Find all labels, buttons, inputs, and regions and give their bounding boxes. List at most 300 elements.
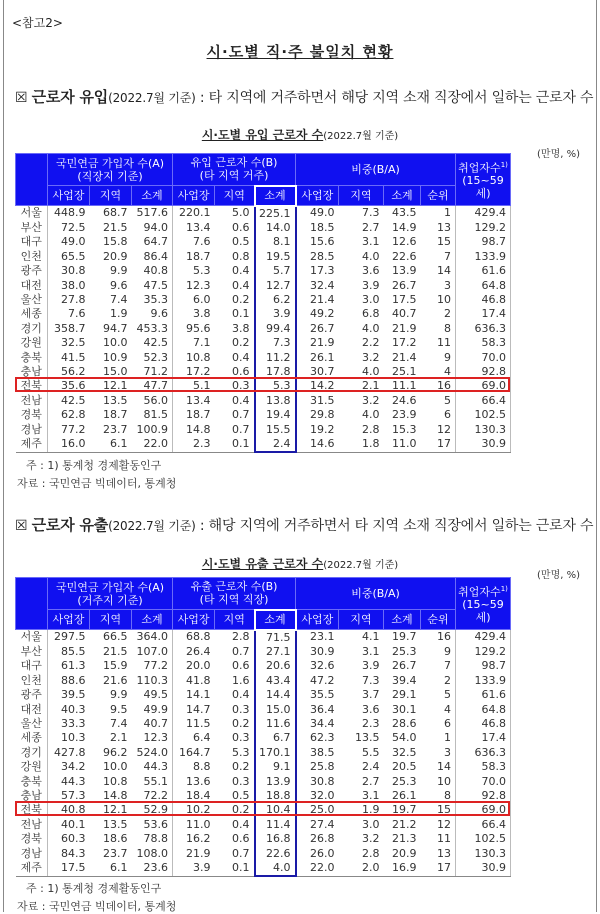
- value-cell: 6.0: [193, 292, 211, 306]
- value-cell: 11: [421, 336, 456, 350]
- value-cell: 15.0: [255, 703, 296, 717]
- value-cell: 32.4: [310, 278, 335, 292]
- value-cell: 358.7: [54, 321, 86, 335]
- table-row: [16, 235, 511, 249]
- value-cell: 30.8: [310, 774, 335, 788]
- value-cell: 220.1: [179, 206, 211, 220]
- value-cell: 0.2: [232, 336, 250, 350]
- region-cell: 경북: [16, 408, 48, 422]
- value-cell: 32.5: [61, 336, 86, 350]
- value-cell: 15.0: [103, 364, 128, 378]
- value-cell: 14: [421, 760, 456, 774]
- value-cell: 0.6: [232, 364, 250, 378]
- value-cell: 2: [421, 674, 456, 688]
- value-cell: 40.8: [132, 264, 173, 278]
- value-cell: 14.1: [186, 688, 211, 702]
- subheader: 사업장: [48, 610, 90, 630]
- value-cell: 133.9: [456, 674, 511, 688]
- value-cell: 46.8: [456, 717, 511, 731]
- region-cell: 대구: [16, 235, 48, 249]
- value-cell: 43.5: [392, 206, 417, 220]
- value-cell: 11: [421, 832, 456, 846]
- value-cell: 96.2: [103, 745, 128, 759]
- subheader: 소계: [132, 186, 173, 206]
- value-cell: 22.6: [255, 847, 296, 861]
- value-cell: 40.7: [132, 717, 173, 731]
- value-cell: 23.9: [392, 408, 417, 422]
- value-cell: 42.5: [61, 393, 86, 407]
- value-cell: 8: [421, 789, 456, 803]
- value-cell: 20.6: [255, 659, 296, 673]
- value-cell: 26.7: [392, 659, 417, 673]
- value-cell: 3.9: [173, 861, 215, 876]
- footnote-marker: 1): [500, 584, 508, 593]
- value-cell: 44.3: [132, 760, 173, 774]
- value-cell: 0.4: [232, 350, 250, 364]
- value-cell: 21.4: [392, 350, 417, 364]
- value-cell: 21.9: [310, 336, 335, 350]
- value-cell: 21.6: [103, 673, 128, 687]
- table-title-date: (2022.7월 기준): [323, 131, 399, 142]
- region-cell: 세종: [16, 307, 48, 321]
- value-cell: 164.7: [179, 745, 211, 759]
- value-cell: 33.3: [61, 716, 86, 730]
- header-employed-age: (15~59세): [462, 598, 504, 625]
- value-cell: 427.8: [54, 745, 86, 759]
- value-cell: 13.6: [186, 774, 211, 788]
- value-cell: 7.4: [110, 716, 128, 730]
- value-cell: 364.0: [132, 630, 173, 645]
- value-cell: 30.9: [456, 861, 511, 876]
- value-cell: 13: [421, 221, 456, 235]
- header-employed-label: 취업자수: [458, 161, 501, 175]
- value-cell: 14.9: [392, 220, 417, 234]
- table-row: [16, 847, 511, 861]
- value-cell: 129.2: [456, 645, 511, 659]
- value-cell: 13.9: [255, 775, 296, 789]
- value-cell: 15.8: [103, 235, 128, 249]
- region-cell: 경기: [16, 746, 48, 760]
- value-cell: 5.3: [255, 379, 296, 393]
- value-cell: 8.1: [255, 235, 296, 249]
- value-cell: 15.3: [392, 422, 417, 436]
- value-cell: 3.1: [362, 788, 380, 802]
- subheader: 지역: [215, 186, 255, 206]
- value-cell: 14.6: [296, 437, 339, 452]
- value-cell: 13.8: [255, 394, 296, 408]
- table-row: [16, 659, 511, 673]
- value-cell: 34.2: [61, 760, 86, 774]
- value-cell: 39.4: [392, 673, 417, 687]
- table-row: [16, 221, 511, 235]
- value-cell: 19.7: [392, 630, 417, 644]
- value-cell: 18.7: [186, 408, 211, 422]
- value-cell: 2.4: [362, 760, 380, 774]
- value-cell: 2.7: [362, 220, 380, 234]
- value-cell: 453.3: [132, 322, 173, 336]
- value-cell: 7.6: [193, 235, 211, 249]
- value-cell: 18.8: [255, 789, 296, 803]
- table-row: [16, 394, 511, 408]
- value-cell: 2.1: [110, 731, 128, 745]
- value-cell: 3.1: [362, 235, 380, 249]
- region-cell: 울산: [16, 293, 48, 307]
- value-cell: 68.8: [186, 630, 211, 644]
- section-heading-date: (2022.7월 기준): [108, 519, 196, 533]
- table-title-text: 시·도별 유출 근로자 수: [201, 557, 324, 571]
- data-table-wrapper: [15, 153, 510, 453]
- value-cell: 2.4: [255, 437, 296, 452]
- section-heading-date: (2022.7월 기준): [108, 91, 196, 105]
- value-cell: 11.0: [186, 817, 211, 831]
- value-cell: 71.5: [255, 630, 296, 645]
- value-cell: 4: [421, 365, 456, 379]
- value-cell: 8.8: [193, 760, 211, 774]
- region-cell: 대전: [16, 703, 48, 717]
- checkbox-mark-icon: ☒: [15, 518, 28, 534]
- value-cell: 56.2: [61, 364, 86, 378]
- value-cell: 15.5: [255, 423, 296, 437]
- value-cell: 10.8: [186, 350, 211, 364]
- value-cell: 7.3: [362, 673, 380, 687]
- value-cell: 28.6: [392, 716, 417, 730]
- value-cell: 0.7: [232, 846, 250, 860]
- value-cell: 1: [421, 731, 456, 745]
- value-cell: 21.2: [392, 817, 417, 831]
- value-cell: 129.2: [456, 221, 511, 235]
- checkbox-mark-icon: ☒: [15, 90, 28, 106]
- value-cell: 20.9: [103, 249, 128, 263]
- value-cell: 6.8: [362, 307, 380, 321]
- value-cell: 66.4: [456, 818, 511, 832]
- value-cell: 17.2: [392, 336, 417, 350]
- table-title: [0, 555, 600, 572]
- subheader: 사업장: [296, 186, 339, 206]
- header-a: [48, 578, 173, 610]
- value-cell: 3: [421, 746, 456, 760]
- header-b-line1: 유출 근로자 수(B): [190, 580, 278, 594]
- value-cell: 3.9: [362, 278, 380, 292]
- value-cell: 88.6: [61, 673, 86, 687]
- value-cell: 25.3: [392, 644, 417, 658]
- header-region: [16, 154, 48, 206]
- value-cell: 0.4: [232, 393, 250, 407]
- value-cell: 0.3: [232, 774, 250, 788]
- value-cell: 77.2: [61, 422, 86, 436]
- region-cell: 세종: [16, 731, 48, 745]
- value-cell: 64.8: [456, 279, 511, 293]
- value-cell: 14: [421, 264, 456, 278]
- value-cell: 40.3: [61, 702, 86, 716]
- header-a: [48, 154, 173, 186]
- value-cell: 429.4: [456, 206, 511, 221]
- value-cell: 9.9: [110, 264, 128, 278]
- value-cell: 92.8: [456, 789, 511, 803]
- value-cell: 0.5: [232, 235, 250, 249]
- value-cell: 26.8: [310, 832, 335, 846]
- value-cell: 429.4: [456, 630, 511, 645]
- value-cell: 2.8: [232, 630, 250, 644]
- value-cell: 9.6: [110, 278, 128, 292]
- subheader: 지역: [339, 186, 384, 206]
- value-cell: 84.3: [61, 846, 86, 860]
- source-note: 자료 : 국민연금 빅데이터, 통계청: [17, 477, 177, 490]
- value-cell: 24.6: [392, 393, 417, 407]
- value-cell: 12.1: [103, 379, 128, 393]
- value-cell: 29.8: [310, 408, 335, 422]
- value-cell: 5.3: [193, 264, 211, 278]
- value-cell: 17.8: [255, 365, 296, 379]
- table-row: [16, 861, 511, 876]
- value-cell: 12.7: [255, 279, 296, 293]
- region-cell: 전북: [16, 803, 48, 817]
- subheader: 소계: [384, 186, 421, 206]
- table-row: [16, 264, 511, 278]
- value-cell: 16: [421, 379, 456, 393]
- subheader: 사업장: [296, 610, 339, 630]
- value-cell: 3.9: [362, 659, 380, 673]
- value-cell: 40.1: [61, 817, 86, 831]
- subheader: 소계: [384, 610, 421, 630]
- value-cell: 98.7: [456, 235, 511, 249]
- value-cell: 35.3: [132, 293, 173, 307]
- value-cell: 2.3: [362, 716, 380, 730]
- header-employed: [456, 154, 511, 206]
- region-cell: 대전: [16, 279, 48, 293]
- value-cell: 53.6: [132, 818, 173, 832]
- value-cell: 3.9: [255, 307, 296, 321]
- value-cell: 32.6: [310, 659, 335, 673]
- value-cell: 19.4: [255, 408, 296, 422]
- value-cell: 23.7: [103, 422, 128, 436]
- value-cell: 32.5: [392, 745, 417, 759]
- header-a-line1: 국민연금 가입자 수(A): [55, 156, 165, 170]
- value-cell: 72.5: [61, 220, 86, 234]
- subheader: 순위: [421, 186, 456, 206]
- table-row: [16, 789, 511, 803]
- value-cell: 10.2: [186, 803, 211, 817]
- value-cell: 6.1: [90, 861, 132, 876]
- value-cell: 10.3: [61, 731, 86, 745]
- value-cell: 0.3: [232, 702, 250, 716]
- value-cell: 20.9: [392, 846, 417, 860]
- value-cell: 5.5: [362, 745, 380, 759]
- header-employed-label: 취업자수: [458, 585, 501, 599]
- value-cell: 13.5: [103, 817, 128, 831]
- value-cell: 15: [421, 235, 456, 249]
- value-cell: 22.6: [392, 249, 417, 263]
- value-cell: 3: [421, 279, 456, 293]
- table-row: [16, 703, 511, 717]
- value-cell: 61.6: [456, 688, 511, 702]
- value-cell: 12.6: [392, 235, 417, 249]
- value-cell: 12.3: [186, 278, 211, 292]
- value-cell: 5.3: [232, 745, 250, 759]
- section-heading: [15, 514, 593, 535]
- value-cell: 69.0: [456, 379, 511, 393]
- value-cell: 15.9: [103, 659, 128, 673]
- table-row: [16, 832, 511, 846]
- value-cell: 85.5: [61, 644, 86, 658]
- region-cell: 강원: [16, 336, 48, 350]
- region-cell: 광주: [16, 688, 48, 702]
- value-cell: 15: [421, 803, 456, 817]
- value-cell: 10.8: [103, 774, 128, 788]
- value-cell: 0.1: [215, 437, 255, 452]
- region-cell: 광주: [16, 264, 48, 278]
- value-cell: 8: [421, 322, 456, 336]
- value-cell: 11.5: [186, 716, 211, 730]
- value-cell: 21.4: [310, 292, 335, 306]
- value-cell: 52.9: [132, 803, 173, 817]
- table-row: [16, 674, 511, 688]
- value-cell: 25.1: [392, 364, 417, 378]
- value-cell: 47.2: [310, 673, 335, 687]
- value-cell: 5.1: [193, 379, 211, 393]
- value-cell: 65.5: [61, 249, 86, 263]
- value-cell: 57.3: [61, 788, 86, 802]
- value-cell: 130.3: [456, 847, 511, 861]
- table-row: [16, 775, 511, 789]
- region-cell: 충남: [16, 365, 48, 379]
- table-title-date: (2022.7월 기준): [323, 560, 399, 571]
- footnote-marker: 1): [500, 160, 508, 169]
- value-cell: 10.0: [103, 336, 128, 350]
- region-cell: 충북: [16, 775, 48, 789]
- value-cell: 99.4: [255, 322, 296, 336]
- value-cell: 27.8: [61, 292, 86, 306]
- value-cell: 30.1: [392, 702, 417, 716]
- value-cell: 16.9: [384, 861, 421, 876]
- value-cell: 17.3: [310, 264, 335, 278]
- value-cell: 42.5: [132, 336, 173, 350]
- value-cell: 49.2: [310, 307, 335, 321]
- table-title-text: 시·도별 유입 근로자 수: [201, 128, 324, 142]
- value-cell: 26.7: [310, 321, 335, 335]
- value-cell: 70.0: [456, 775, 511, 789]
- value-cell: 1.6: [232, 673, 250, 687]
- header-a-line2: (거주지 기준): [77, 593, 143, 607]
- value-cell: 636.3: [456, 322, 511, 336]
- page-title: [0, 41, 600, 62]
- header-region: [16, 578, 48, 630]
- value-cell: 43.4: [255, 674, 296, 688]
- section-heading: [15, 86, 593, 107]
- value-cell: 3.6: [362, 264, 380, 278]
- table-row: [16, 250, 511, 264]
- value-cell: 17.5: [392, 292, 417, 306]
- table-title: [0, 126, 600, 143]
- value-cell: 0.1: [232, 307, 250, 321]
- value-cell: 62.8: [61, 408, 86, 422]
- value-cell: 55.1: [132, 775, 173, 789]
- value-cell: 72.2: [132, 789, 173, 803]
- value-cell: 32.0: [310, 788, 335, 802]
- value-cell: 3.2: [362, 832, 380, 846]
- value-cell: 1.9: [110, 307, 128, 321]
- table-row: [16, 760, 511, 774]
- value-cell: 636.3: [456, 746, 511, 760]
- table-row: [16, 322, 511, 336]
- header-b-line2: (타 지역 직장): [199, 593, 269, 607]
- value-cell: 16.0: [48, 437, 90, 452]
- value-cell: 0.6: [232, 659, 250, 673]
- value-cell: 68.7: [103, 206, 128, 220]
- value-cell: 98.7: [456, 659, 511, 673]
- subheader: 소계: [255, 610, 296, 630]
- subheader: 지역: [339, 610, 384, 630]
- value-cell: 21.9: [186, 846, 211, 860]
- table-row: [16, 408, 511, 422]
- value-cell: 7: [421, 659, 456, 673]
- region-cell: 대구: [16, 659, 48, 673]
- value-cell: 13.4: [186, 393, 211, 407]
- value-cell: 11.4: [255, 818, 296, 832]
- value-cell: 30.9: [310, 644, 335, 658]
- value-cell: 4.1: [362, 630, 380, 644]
- value-cell: 1.8: [339, 437, 384, 452]
- value-cell: 66.5: [103, 630, 128, 644]
- value-cell: 0.4: [232, 278, 250, 292]
- value-cell: 9.5: [110, 702, 128, 716]
- value-cell: 0.3: [232, 379, 250, 393]
- value-cell: 19.5: [255, 250, 296, 264]
- value-cell: 0.7: [232, 644, 250, 658]
- value-cell: 60.3: [61, 832, 86, 846]
- table-row: [16, 293, 511, 307]
- value-cell: 13.5: [103, 393, 128, 407]
- subheader: 사업장: [173, 610, 215, 630]
- value-cell: 4: [421, 703, 456, 717]
- value-cell: 0.4: [232, 688, 250, 702]
- value-cell: 30.7: [310, 364, 335, 378]
- value-cell: 49.0: [310, 206, 335, 220]
- header-b: [173, 578, 296, 610]
- value-cell: 13.4: [186, 220, 211, 234]
- value-cell: 2: [421, 307, 456, 321]
- value-cell: 5.0: [232, 206, 250, 220]
- subheader: 사업장: [173, 186, 215, 206]
- value-cell: 3.2: [362, 350, 380, 364]
- value-cell: 41.8: [186, 673, 211, 687]
- value-cell: 17.4: [456, 307, 511, 321]
- value-cell: 0.8: [232, 249, 250, 263]
- value-cell: 6.1: [90, 437, 132, 452]
- table-row: [16, 206, 511, 221]
- value-cell: 78.8: [132, 832, 173, 846]
- value-cell: 21.9: [392, 321, 417, 335]
- table-row: [16, 423, 511, 437]
- value-cell: 25.8: [310, 760, 335, 774]
- value-cell: 94.0: [132, 221, 173, 235]
- value-cell: 13.5: [355, 731, 380, 745]
- value-cell: 26.4: [186, 644, 211, 658]
- section-heading-bold: 근로자 유출: [31, 516, 109, 534]
- value-cell: 12: [421, 818, 456, 832]
- value-cell: 11.0: [384, 437, 421, 452]
- value-cell: 61.3: [61, 659, 86, 673]
- footnote: 주 : 1) 통계청 경제활동인구: [26, 459, 162, 472]
- region-cell: 제주: [16, 437, 48, 452]
- value-cell: 18.7: [186, 249, 211, 263]
- value-cell: 0.3: [232, 731, 250, 745]
- value-cell: 14.2: [310, 379, 335, 393]
- value-cell: 2.7: [362, 774, 380, 788]
- region-cell: 인천: [16, 250, 48, 264]
- region-cell: 경기: [16, 322, 48, 336]
- value-cell: 49.0: [61, 235, 86, 249]
- value-cell: 70.0: [456, 351, 511, 365]
